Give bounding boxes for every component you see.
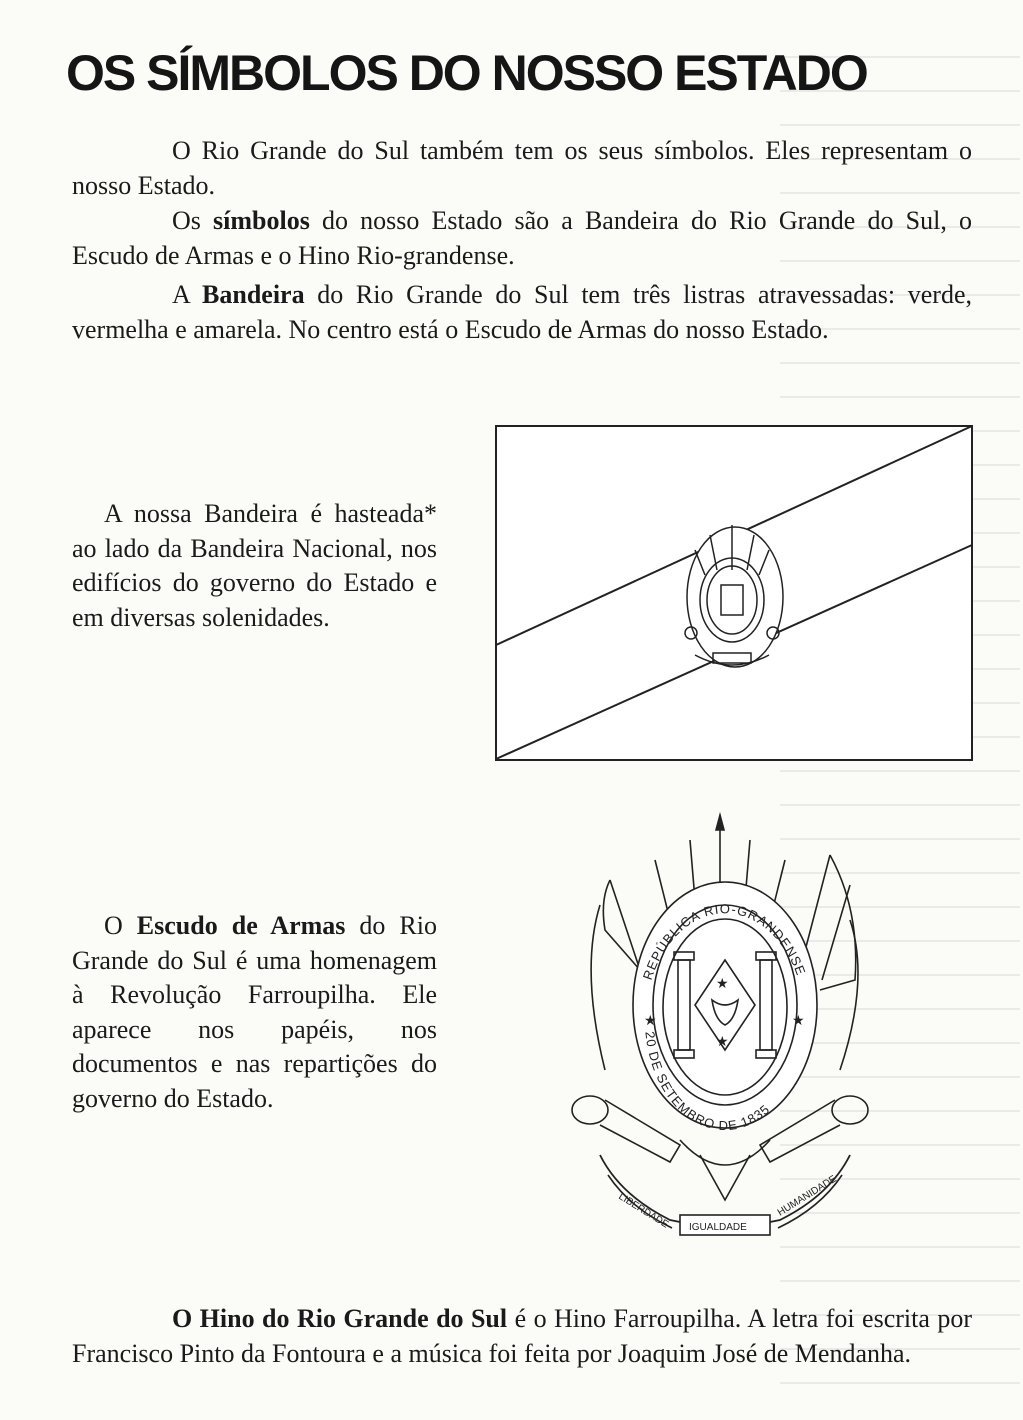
coat-of-arms-illustration: [560, 810, 870, 1240]
coat-drawing: [572, 815, 868, 1235]
flag-paragraph: [72, 497, 437, 635]
coat-text-pre: O: [104, 911, 137, 940]
hino-bold-title: O Hino do Rio Grande do Sul: [172, 1304, 508, 1333]
intro-bold-simbolos: símbolos: [213, 206, 310, 235]
coat-ring-top-label: REPÚBLICA RIO-GRANDENSE: [639, 901, 809, 982]
ribbon-liberdade: LIBERDADE: [616, 1191, 671, 1231]
intro-paragraph-2: [72, 204, 972, 273]
flag-text: A nossa Bandeira é hasteada* ao lado da Bandeira Nacional, nos edifícios do governo do Estado e em diversas solenidades.: [72, 499, 437, 632]
coat-ring-bottom-label: 20 DE SETEMBRO DE 1835: [642, 1030, 773, 1134]
intro-text-3a: A: [172, 280, 203, 309]
intro-bold-bandeira: Bandeira: [202, 280, 305, 309]
coat-bold-escudo: Escudo de Armas: [136, 911, 346, 940]
intro-paragraph-1: [72, 134, 972, 203]
hino-text: é o Hino Farroupilha. A letra foi escrita por Francisco Pinto da Fontoura e a música foi feita por Joaquim José de Mendanha.: [72, 1304, 972, 1368]
svg-text:★: ★: [716, 1035, 729, 1050]
intro-text-1: O Rio Grande do Sul também tem os seus símbolos. Eles representam o nosso Estado.: [72, 136, 972, 200]
intro-text-2a: Os: [172, 206, 214, 235]
svg-text:★: ★: [716, 977, 729, 992]
coat-text-post: do Rio Grande do Sul é uma homenagem à Revolução Farroupilha. Ele aparece nos papéis, nos documentos e nas repartições do governo do Estado.: [72, 911, 437, 1113]
svg-text:★: ★: [644, 1014, 657, 1029]
intro-text-3b: do Rio Grande do Sul tem três listras atravessadas: verde, vermelha e amarela. No centro está o Escudo de Armas do nosso Estado.: [72, 280, 973, 344]
page-title: OS SÍMBOLOS DO NOSSO ESTADO: [66, 45, 867, 101]
intro-paragraph-3: [72, 278, 972, 347]
hino-paragraph: [72, 1302, 972, 1371]
ribbon-humanidade: HUMANIDADE: [775, 1173, 839, 1219]
coat-paragraph: [72, 909, 437, 1116]
ribbon-igualdade: IGUALDADE: [689, 1222, 747, 1233]
state-flag-illustration: [495, 425, 973, 761]
svg-text:★: ★: [792, 1014, 805, 1029]
intro-text-2b: do nosso Estado são a Bandeira do Rio Grande do Sul, o Escudo de Armas e o Hino Rio-grandense.: [72, 206, 972, 270]
